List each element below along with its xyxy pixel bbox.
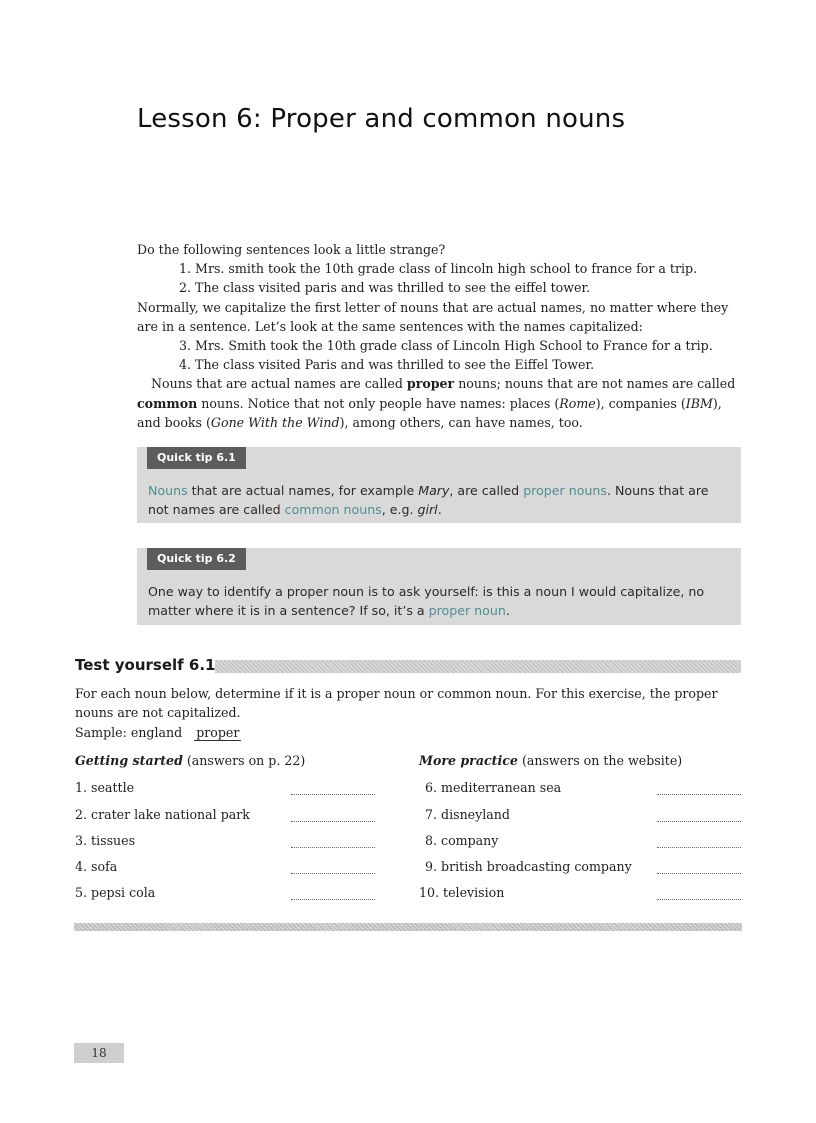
exercise-item: 5. pepsi cola bbox=[75, 885, 156, 900]
list-item: 3. Mrs. Smith took the 10th grade class of Lincoln High School to France for a trip. bbox=[179, 338, 713, 354]
quick-tip-text: One way to identify a proper noun is to ask yourself: is this a noun I would capitalize, no matter where it is in a sentence? If so, it’s a proper noun. bbox=[148, 584, 705, 618]
answer-blank[interactable] bbox=[291, 873, 375, 874]
exercise-item: 4. sofa bbox=[75, 859, 118, 874]
list-item: 4. The class visited Paris and was thrilled to see the Eiffel Tower. bbox=[179, 357, 595, 373]
answer-blank[interactable] bbox=[657, 847, 741, 848]
explanation-paragraph: Normally, we capitalize the first letter of nouns that are actual names, no matter where they are in a sentence. Let’s look at the same sentences with the names capitalized: bbox=[137, 299, 729, 334]
answer-blank[interactable] bbox=[657, 899, 741, 900]
exercise-item: 7. disneyland bbox=[425, 807, 510, 822]
quick-tip-box-6-2 bbox=[137, 548, 741, 625]
exercise-item: 6. mediterranean sea bbox=[425, 780, 562, 795]
answer-blank[interactable] bbox=[657, 794, 741, 795]
answer-blank[interactable] bbox=[657, 873, 741, 874]
sample-line: Sample: england proper bbox=[75, 724, 240, 740]
heading-rule bbox=[215, 660, 741, 673]
term-proper: proper bbox=[406, 376, 455, 392]
exercise-item: 3. tissues bbox=[75, 833, 136, 848]
answer-blank[interactable] bbox=[291, 899, 375, 900]
capitalized-sentences-list bbox=[137, 336, 743, 374]
page-title: Lesson 6: Proper and common nouns bbox=[137, 104, 626, 134]
lesson-body bbox=[137, 240, 743, 432]
section-end-rule bbox=[74, 923, 742, 931]
definition-paragraph: Nouns that are actual names are called proper nouns; nouns that are not names are called common nouns. Notice that not only people have names: places (Rome), companies (IBM), and books (Gone With the Wind), among others, can have names, too. bbox=[137, 376, 736, 430]
getting-started-heading: Getting started (answers on p. 22) bbox=[75, 753, 306, 768]
answer-blank[interactable] bbox=[291, 847, 375, 848]
exercise-item: 1. seattle bbox=[75, 780, 135, 795]
quick-tip-box-6-1 bbox=[137, 447, 741, 523]
test-instructions: For each noun below, determine if it is a proper noun or common noun. For this exercise, the proper nouns are not capitalized. Sample: england proper bbox=[75, 684, 743, 742]
list-item: 2. The class visited paris and was thrilled to see the eiffel tower. bbox=[179, 280, 591, 296]
exercise-item: 10. television bbox=[419, 885, 505, 900]
answer-blank[interactable] bbox=[291, 821, 375, 822]
answer-blank[interactable] bbox=[291, 794, 375, 795]
quick-tip-label: Quick tip 6.2 bbox=[147, 548, 246, 570]
term-common: common bbox=[137, 395, 198, 411]
exercise-item: 2. crater lake national park bbox=[75, 807, 250, 822]
answer-blank[interactable] bbox=[657, 821, 741, 822]
intro-question: Do the following sentences look a little strange? bbox=[137, 242, 446, 257]
quick-tip-text: Nouns that are actual names, for example Mary, are called proper nouns. Nouns that are not names are called common nouns, e.g. girl. bbox=[148, 483, 709, 517]
more-practice-heading: More practice (answers on the website) bbox=[419, 753, 683, 768]
sample-answer: proper bbox=[196, 724, 240, 740]
test-yourself-heading: Test yourself 6.1 bbox=[75, 656, 216, 674]
page-number: 18 bbox=[74, 1043, 124, 1063]
exercise-item: 9. british broadcasting company bbox=[425, 859, 632, 874]
list-item: 1. Mrs. smith took the 10th grade class of lincoln high school to france for a trip. bbox=[179, 261, 698, 277]
strange-sentences-list bbox=[137, 259, 743, 297]
quick-tip-label: Quick tip 6.1 bbox=[147, 447, 246, 469]
exercise-item: 8. company bbox=[425, 833, 499, 848]
